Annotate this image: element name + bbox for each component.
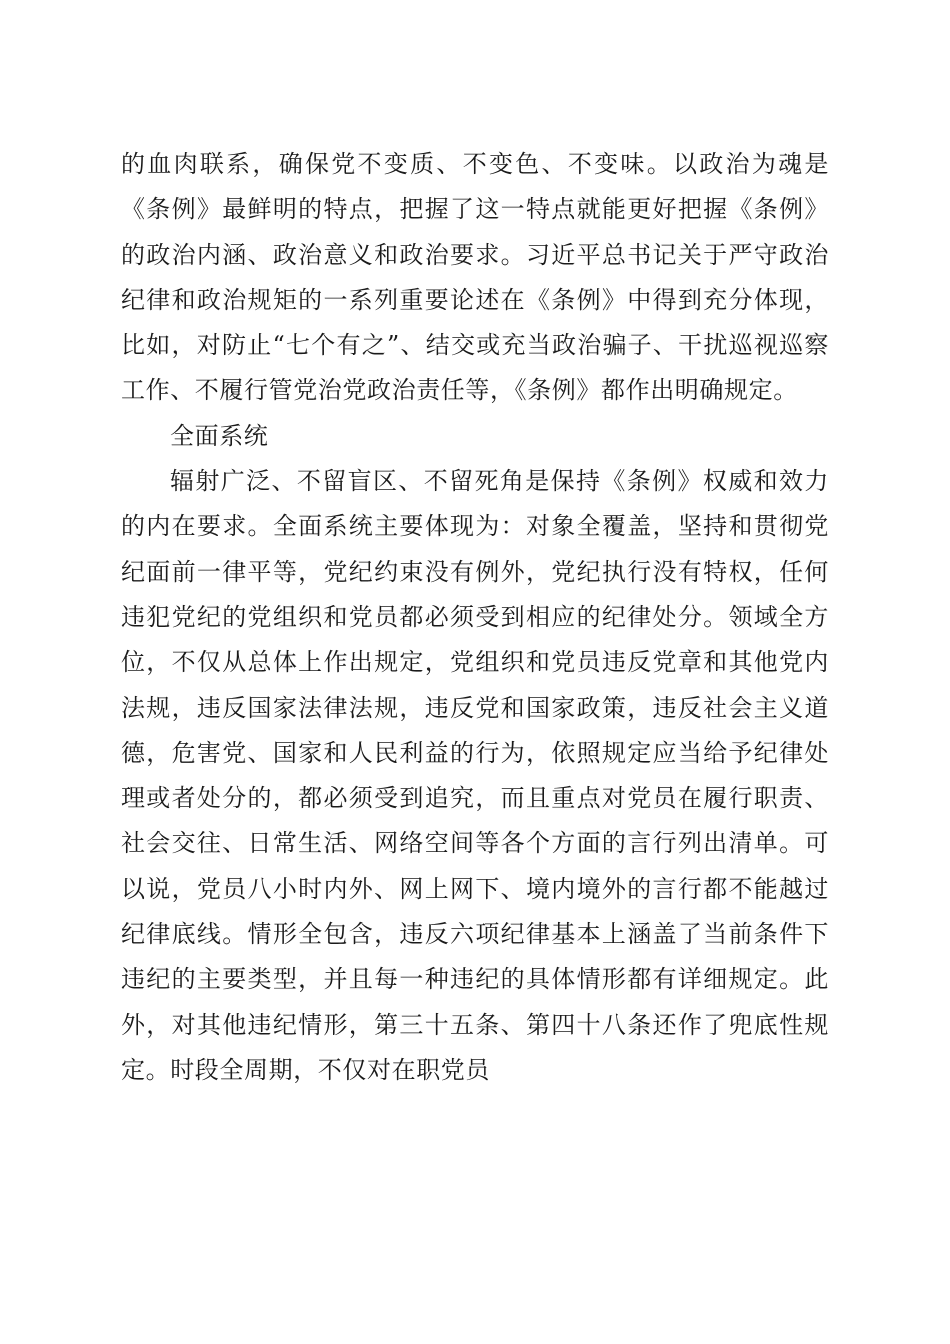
paragraph-continuation: 的血肉联系，确保党不变质、不变色、不变味。以政治为魂是《条例》最鲜明的特点，把握了这一特点就能更好把握《条例》的政治内涵、政治意义和政治要求。习近平总书记关于严守政治纪律和政治规矩的一系列重要论述在《条例》中得到充分体现，比如，对防止“七个有之”、结交或充当政治骗子、干扰巡视巡察工作、不履行管党治党政治责任等，《条例》都作出明确规定。 (121, 150, 829, 405)
section-heading: 全面系统 (170, 421, 269, 450)
document-body (121, 142, 829, 1093)
paragraph-body: 辐射广泛、不留盲区、不留死角是保持《条例》权威和效力的内在要求。全面系统主要体现为：对象全覆盖，坚持和贯彻党纪面前一律平等，党纪约束没有例外，党纪执行没有特权，任何违犯党纪的党组织和党员都必须受到相应的纪律处分。领域全方位，不仅从总体上作出规定，党组织和党员违反党章和其他党内法规，违反国家法律法规，违反党和国家政策，违反社会主义道德，危害党、国家和人民利益的行为，依照规定应当给予纪律处理或者处分的，都必须受到追究，而且重点对党员在履行职责、社会交往、日常生活、网络空间等各个方面的言行列出清单。可以说，党员八小时内外、网上网下、境内境外的言行都不能越过纪律底线。情形全包含，违反六项纪律基本上涵盖了当前条件下违纪的主要类型，并且每一种违纪的具体情形都有详细规定。此外，对其他违纪情形，第三十五条、第四十八条还作了兜底性规定。时段全周期，不仅对在职党员 (121, 467, 829, 1084)
